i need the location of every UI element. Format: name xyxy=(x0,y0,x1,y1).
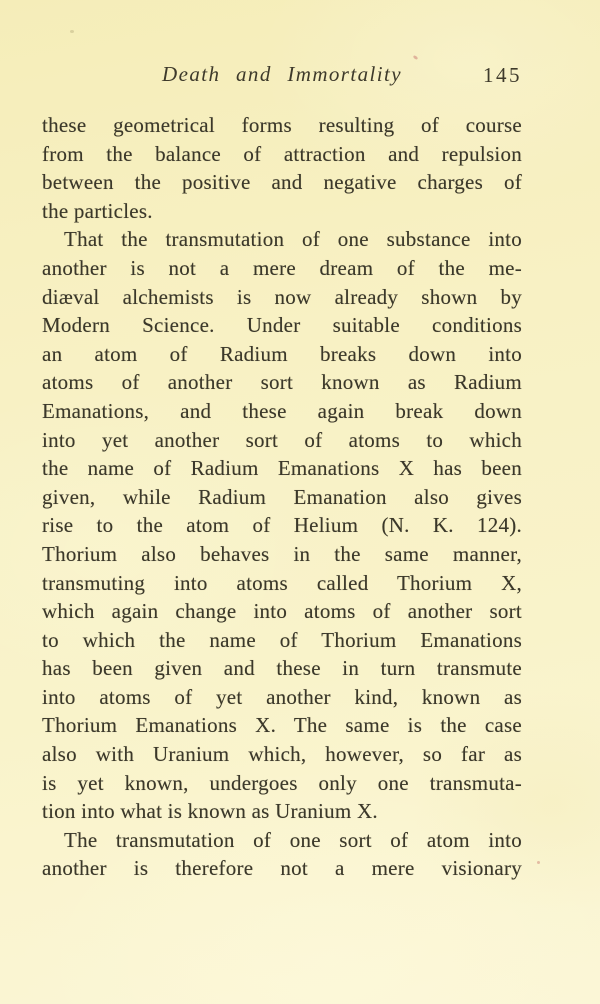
text-line: another is therefore not a mere visionary xyxy=(42,856,522,881)
paragraph xyxy=(42,111,522,225)
text-line: Thorium Emanations X. The same is the case xyxy=(42,713,522,738)
paragraph xyxy=(42,225,522,825)
text-line: atoms of another sort known as Radium xyxy=(42,370,522,395)
page-body xyxy=(42,111,522,883)
text-line: into yet another sort of atoms to which xyxy=(42,427,522,452)
text-line: an atom of Radium breaks down into xyxy=(42,341,522,366)
paper-speck xyxy=(537,861,540,864)
text-line: which again change into atoms of another sort xyxy=(42,599,522,624)
text-line: Modern Science. Under suitable conditions xyxy=(42,313,522,338)
text-line: That the transmutation of one substance into xyxy=(64,227,522,252)
text-line: diæval alchemists is now already shown by xyxy=(42,284,522,309)
text-line: the name of Radium Emanations X has been xyxy=(42,456,522,481)
text-line: rise to the atom of Helium (N. K. 124). xyxy=(42,513,522,538)
text-line: between the positive and negative charges of xyxy=(42,170,522,195)
page-number: 145 xyxy=(483,63,522,87)
text-line: these geometrical forms resulting of course xyxy=(42,113,522,137)
text-line: into atoms of yet another kind, known as xyxy=(42,684,522,709)
text-line: has been given and these in turn transmute xyxy=(42,656,522,681)
paper-speck xyxy=(70,30,74,33)
page-header xyxy=(42,62,522,92)
text-line: Thorium also behaves in the same manner, xyxy=(42,541,522,566)
text-line: from the balance of attraction and repulsion xyxy=(42,141,522,166)
text-line: The transmutation of one sort of atom into xyxy=(64,827,522,852)
text-line: the particles. xyxy=(42,198,153,223)
text-line: tion into what is known as Uranium X. xyxy=(42,799,378,824)
paragraph xyxy=(42,826,522,883)
text-line: Emanations, and these again break down xyxy=(42,398,522,423)
text-line: to which the name of Thorium Emanations xyxy=(42,627,522,652)
text-line: given, while Radium Emanation also gives xyxy=(42,484,522,509)
text-line: is yet known, undergoes only one transmuta- xyxy=(42,770,522,795)
paper-speck xyxy=(413,55,419,60)
text-line: another is not a mere dream of the me- xyxy=(42,255,522,280)
running-title: Death and Immortality xyxy=(162,62,402,86)
text-line: transmuting into atoms called Thorium X, xyxy=(42,570,522,595)
text-line: also with Uranium which, however, so far as xyxy=(42,742,522,767)
